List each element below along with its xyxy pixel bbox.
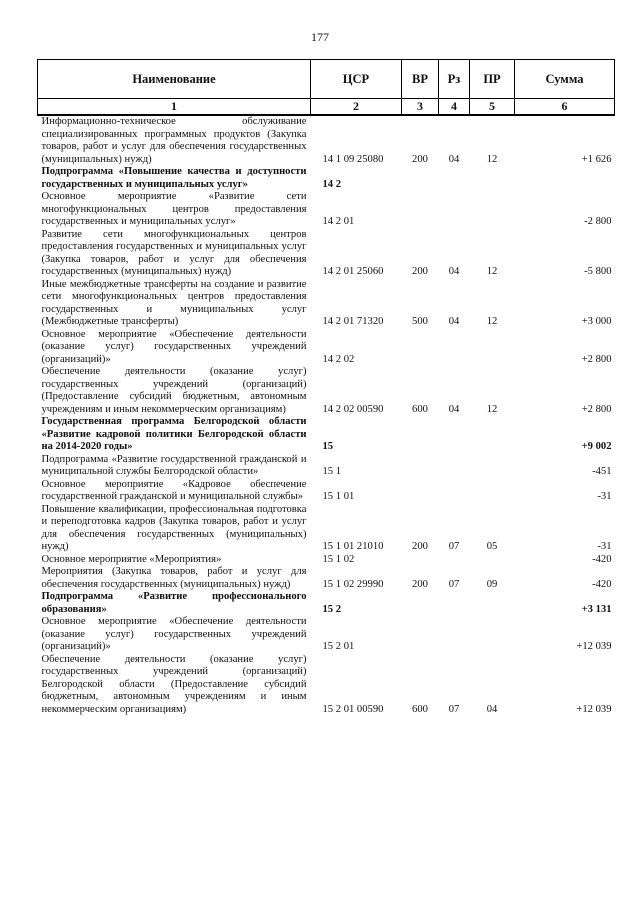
cell-csr: 15 1 02 [322,553,355,565]
cell-rz: 07 [448,541,460,552]
cell-pr: 12 [486,153,498,165]
cell-pr [470,166,515,191]
cell-vr [402,416,439,454]
table-row [38,479,615,504]
table-row [38,504,615,554]
cell-pr [470,616,515,654]
cell-sum: +12 039 [576,641,612,652]
table-row [38,554,615,567]
table-row [38,616,615,654]
cell-vr [402,479,439,504]
column-number: 3 [402,99,439,116]
cell-vr [402,166,439,191]
cell-sum: -5 800 [584,266,612,277]
cell-pr: 04 [486,703,498,715]
header-sum: Сумма [515,60,615,99]
cell-csr: 14 1 09 25080 [322,153,384,165]
cell-vr [402,329,439,367]
cell-csr: 15 1 [322,466,342,477]
header-csr: ЦСР [311,60,402,99]
cell-rz [439,479,470,504]
table-row [38,279,615,329]
cell-sum [515,166,615,191]
cell-rz [439,191,470,229]
cell-csr: 15 1 02 29990 [322,578,384,590]
cell-vr: 200 [412,266,428,277]
cell-rz: 07 [448,578,460,590]
cell-pr [470,591,515,616]
cell-rz [439,329,470,367]
header-pr: ПР [470,60,515,99]
cell-name: Подпрограмма «Повышение качества и доступности государственных и муниципальных услуг» [41,166,307,190]
page-number: 177 [311,30,329,44]
cell-csr: 14 2 01 71320 [322,316,384,327]
budget-table [37,59,615,716]
table-row [38,566,615,591]
column-number: 4 [439,99,470,116]
cell-vr: 600 [412,403,428,415]
cell-sum: +2 800 [581,403,612,415]
table-row [38,591,615,616]
cell-name: Подпрограмма «Развитие государственной гражданской и муниципальной службы Белгородской области» [41,453,307,477]
cell-name: Подпрограмма «Развитие профессионального образования» [41,591,307,615]
cell-sum: -420 [592,553,612,565]
cell-csr: 14 2 02 00590 [322,403,384,415]
header-name: Наименование [38,60,311,99]
table-row [38,366,615,416]
cell-rz [439,166,470,191]
cell-sum: -451 [592,466,612,477]
cell-pr: 12 [486,316,498,327]
cell-sum: +3 131 [581,603,612,615]
cell-name: Основное мероприятие «Обеспечение деятельности (оказание услуг) государственных учреждений (организаций)» [41,328,307,365]
cell-pr [470,191,515,229]
cell-name: Мероприятия (Закупка товаров, работ и услуг для обеспечения государственных (муниципальных) нужд) [41,566,307,590]
cell-csr: 15 1 01 [322,491,355,502]
cell-pr [470,454,515,479]
cell-rz [439,591,470,616]
cell-name: Основное мероприятие «Мероприятия» [41,553,222,565]
column-number-row [38,99,615,116]
cell-vr: 500 [412,316,428,327]
cell-vr: 200 [412,578,428,590]
table-row [38,191,615,229]
header-row [38,60,615,99]
cell-rz: 07 [448,703,460,715]
cell-pr: 05 [486,541,498,552]
cell-csr: 14 2 01 25060 [322,266,384,277]
cell-name: Основное мероприятие «Развитие сети многофункциональных центров предоставления государственных и муниципальных услуг» [41,191,307,227]
cell-sum: +12 039 [576,703,612,715]
cell-csr: 14 2 01 [322,216,355,227]
cell-name: Информационно-техническое обслуживание специализированных программных продуктов (Закупка товаров, работ и услуг для обеспечения государственных (муниципальных) нужд) [41,116,307,165]
cell-vr: 600 [412,703,428,715]
cell-pr [470,479,515,504]
cell-name: Развитие сети многофункциональных центров предоставления государственных и муниципальных услуг (Закупка товаров, работ и услуг для обеспечения государственных (муниципальных) нужд) [41,228,307,277]
cell-csr: 15 2 01 [322,641,355,652]
cell-vr [402,191,439,229]
column-number: 6 [515,99,615,116]
cell-pr [470,554,515,567]
cell-sum: -2 800 [584,216,612,227]
cell-csr: 15 [322,441,334,452]
cell-vr [402,554,439,567]
cell-csr: 15 2 01 00590 [322,703,384,715]
cell-rz: 04 [448,266,460,277]
cell-sum: +2 800 [581,353,612,365]
cell-name: Государственная программа Белгородской области «Развитие кадровой политики Белгородской области на 2014-2020 годы» [41,416,307,452]
cell-csr: 14 2 02 [322,353,355,365]
cell-vr: 200 [412,541,428,552]
table-row [38,115,615,166]
cell-pr [470,416,515,454]
cell-rz: 04 [448,316,460,327]
cell-name: Иные межбюджетные трансферты на создание и развитие сети многофункциональных центров предоставления государственных и муниципальных услуг (Межбюджетные трансферты) [41,278,307,327]
cell-vr [402,591,439,616]
cell-vr [402,616,439,654]
cell-pr [470,329,515,367]
column-number: 2 [311,99,402,116]
cell-rz [439,616,470,654]
table-row [38,654,615,717]
cell-sum: -420 [592,578,612,590]
cell-csr: 15 1 01 21010 [322,541,384,552]
cell-vr [402,454,439,479]
cell-sum: +9 002 [581,441,612,452]
cell-sum: +3 000 [581,316,612,327]
cell-csr: 14 2 [322,178,342,190]
cell-pr: 09 [486,578,498,590]
table-row [38,166,615,191]
cell-rz [439,554,470,567]
cell-name: Повышение квалификации, профессиональная подготовка и переподготовка кадров (Закупка товаров, работ и услуг для обеспечения государственных (муниципальных) нужд) [41,503,307,552]
cell-pr: 12 [486,403,498,415]
cell-name: Обеспечение деятельности (оказание услуг) государственных учреждений (организаций) Белгородской области (Предоставление субсидий бюджетным, автономным учреждениям и иным некоммерческим организациям) [41,653,307,715]
cell-sum: +1 626 [581,153,612,165]
header-vr: ВР [402,60,439,99]
cell-vr: 200 [412,153,428,165]
cell-rz: 04 [448,153,460,165]
table-row [38,229,615,279]
cell-name: Основное мероприятие «Обеспечение деятельности (оказание услуг) государственных учреждений (организаций)» [41,616,307,652]
cell-pr: 12 [486,266,498,277]
cell-name: Обеспечение деятельности (оказание услуг) государственных учреждений (организаций) (Предоставление субсидий бюджетным, автономным учреждениям и иным некоммерческим организациям) [41,366,307,415]
header-rz: Рз [439,60,470,99]
column-number: 5 [470,99,515,116]
cell-sum: -31 [597,491,612,502]
cell-rz: 04 [448,403,460,415]
cell-rz [439,454,470,479]
table-row [38,454,615,479]
table-row [38,329,615,367]
table-body [38,115,615,716]
cell-name: Основное мероприятие «Кадровое обеспечение государственной гражданской и муниципальной службы» [41,478,307,502]
cell-sum: -31 [597,541,612,552]
cell-rz [439,416,470,454]
cell-csr: 15 2 [322,603,342,615]
column-number: 1 [38,99,311,116]
table-row [38,416,615,454]
